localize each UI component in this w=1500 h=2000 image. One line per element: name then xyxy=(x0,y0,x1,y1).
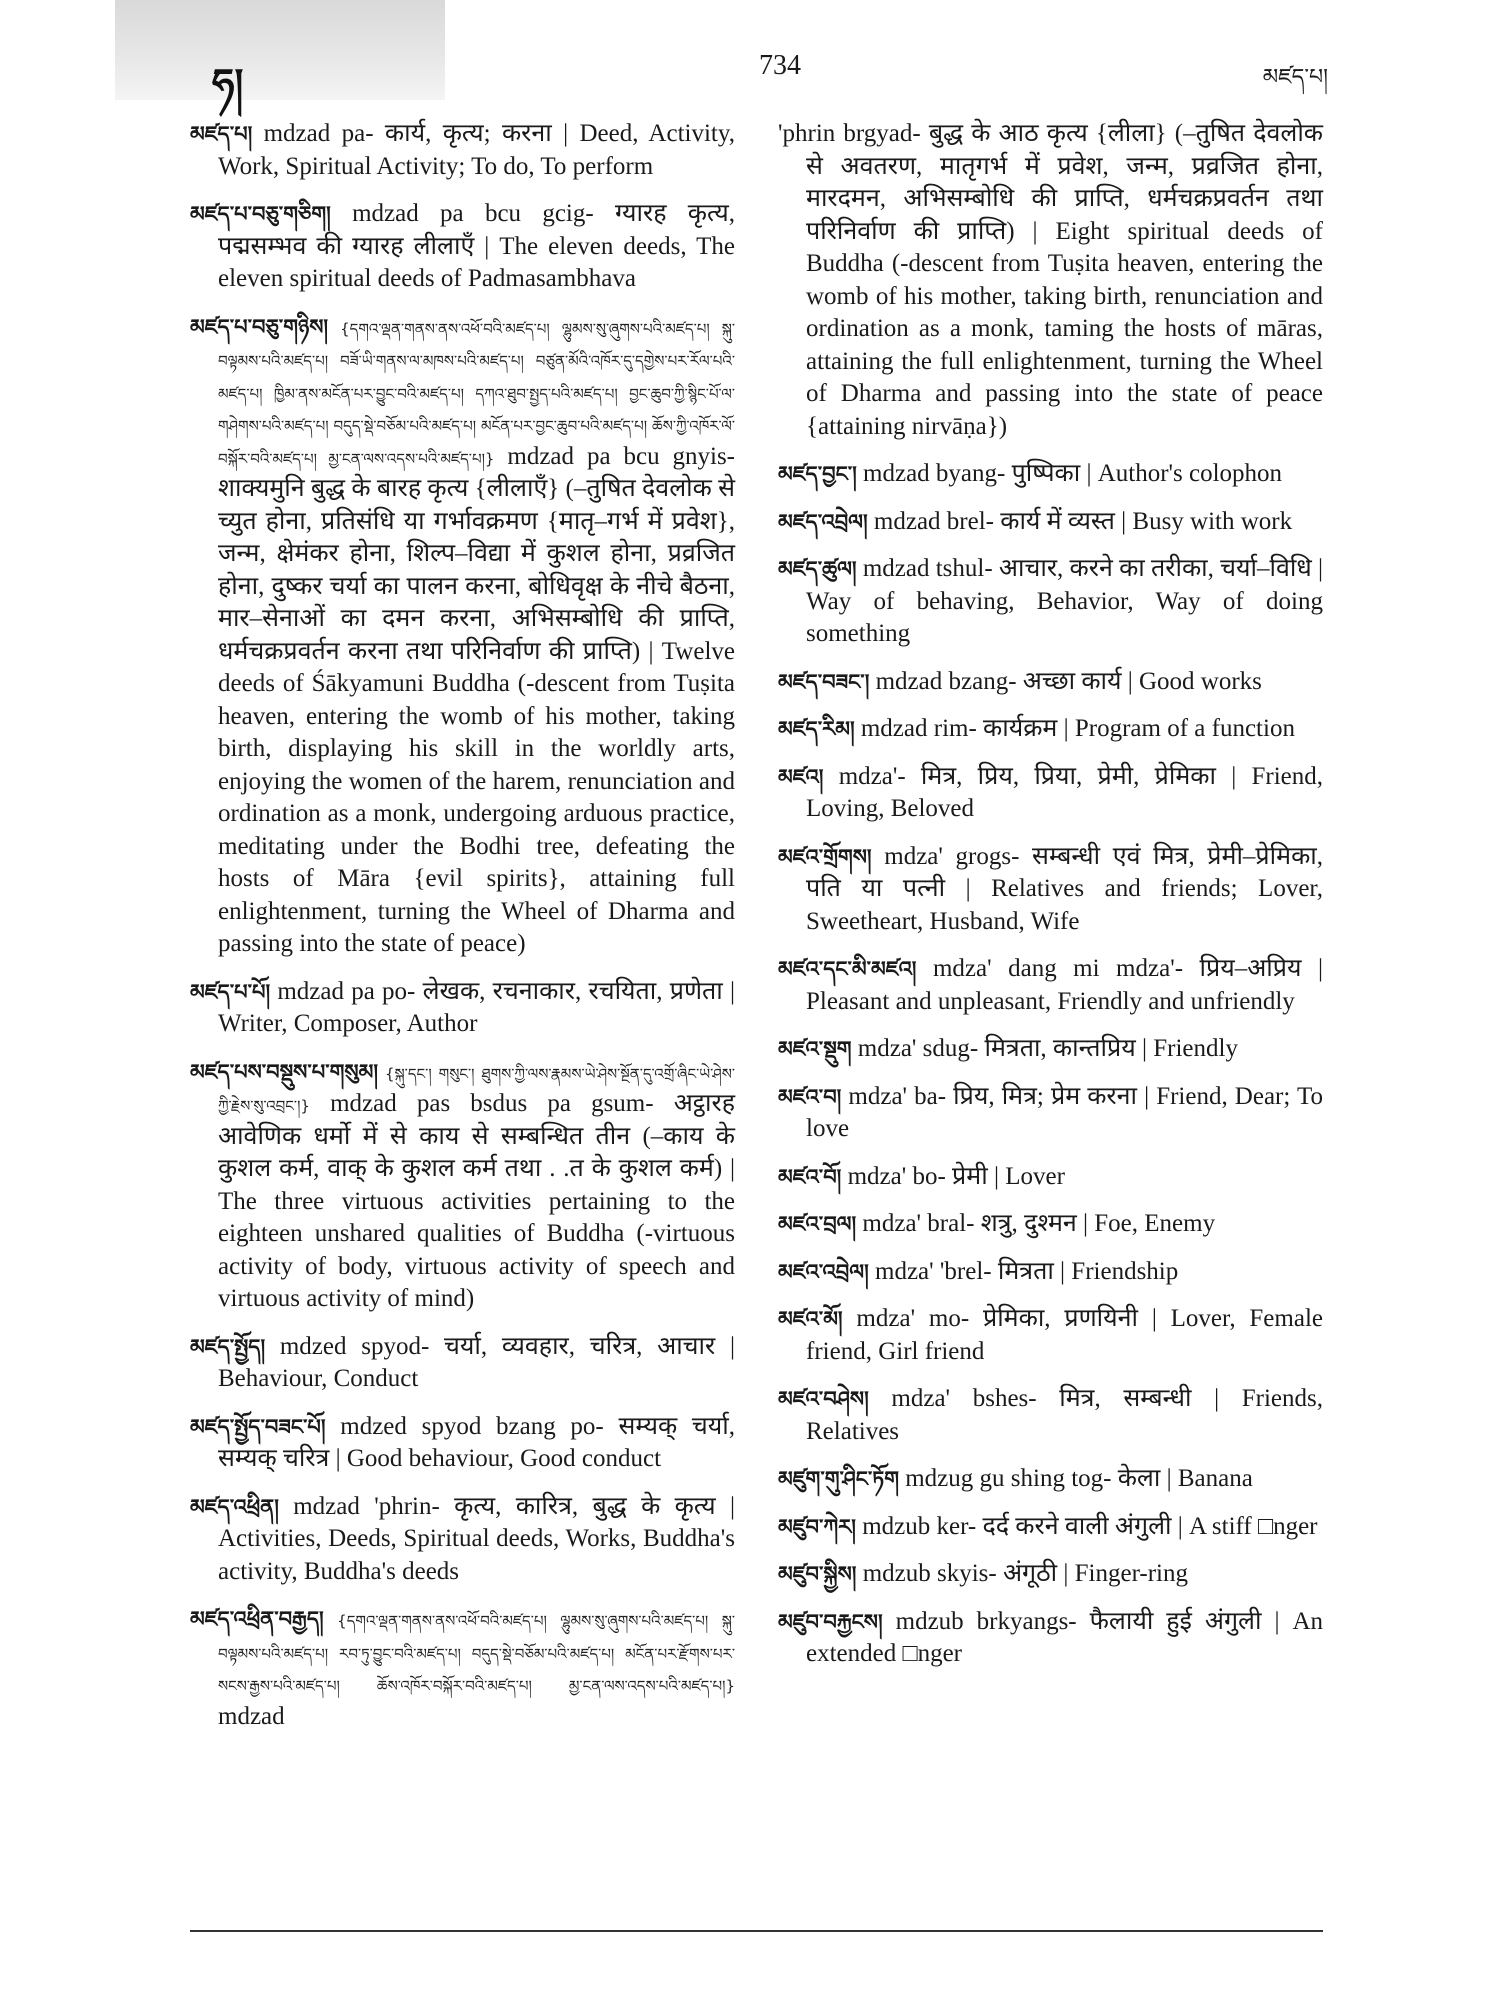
headword: མཛད་འཕྲིན། xyxy=(190,1494,279,1519)
dictionary-entry xyxy=(190,1491,735,1589)
headword: མཛུབ་བརྐྱངས། xyxy=(778,1609,883,1634)
headword: མཛད་པ་བཅུ་གཅིག། xyxy=(190,202,331,226)
definition: mdzad pa bcu gcig- ग्यारह कृत्य, पद्मसम्भव की ग्यारह लीलाएँ | The eleven deeds, The eleven spiritual deeds of Padmasambhava xyxy=(218,200,735,292)
tibetan-gloss: {དགའ་ལྡན་གནས་ནས་འཕོ་བའི་མཛད་པ། ལྷུམས་སུ་ཞུགས་པའི་མཛད་པ། སྐུ་བལྟམས་པའི་མཛད་པ། བཟོ་ཡི་གནས་ལ་མཁས་པའི་མཛད་པ། བཙུན་མོའི་འཁོར་དུ་དགྱེས་པར་རོལ་པའི་མཛད་པ། ཁྱིམ་ནས་མངོན་པར་བྱུང་བའི་མཛད་པ། དཀའ་ཐུབ་སྤྱད་པའི་མཛད་པ། བྱང་ཆུབ་ཀྱི་སྙིང་པོ་ལ་གཤེགས་པའི་མཛད་པ། བདུད་སྡེ་བཅོམ་པའི་མཛད་པ། མངོན་པར་བྱང་ཆུབ་པའི་མཛད་པ། ཆོས་ཀྱི་འཁོར་ལོ་བསྐོར་བའི་མཛད་པ། མྱ་ངན་ལས་འདས་པའི་མཛད་པ།} xyxy=(218,319,735,468)
dictionary-entry xyxy=(778,1081,1323,1146)
headword: མཛད་བྱང་། xyxy=(778,462,857,486)
definition: mdzad bzang- अच्छा कार्य | Good works xyxy=(869,667,1262,695)
dictionary-entry xyxy=(190,1056,735,1316)
dictionary-entry xyxy=(190,118,735,183)
headword: མཛའ་སྡུག xyxy=(778,1037,852,1061)
headword: མཛད་བཟང་། xyxy=(778,669,870,694)
definition: mdza' 'brel- मित्रता | Friendship xyxy=(868,1257,1179,1285)
headword: མཛའ་བོ། xyxy=(778,1164,842,1189)
dictionary-entry xyxy=(778,1161,1323,1194)
headword: མཛད་ཚུལ། xyxy=(778,557,857,581)
definition: mdzub skyis- अंगूठी | Finger-ring xyxy=(856,1560,1189,1587)
dictionary-entry xyxy=(190,976,735,1041)
headword: མཛུབ་སྐྱིས། xyxy=(778,1562,857,1586)
dictionary-entry xyxy=(778,953,1323,1018)
definition: mdzad pa po- लेखक, रचनाकार, रचयिता, प्रणेता | Writer, Composer, Author xyxy=(218,977,735,1037)
definition: mdzed spyod bzang po- सम्यक् चर्या, सम्यक् चरित्र | Good behaviour, Good conduct xyxy=(218,1412,735,1472)
definition: mdzad pa- कार्य, कृत्य; करना | Deed, Activity, Work, Spiritual Activity; To do, To perform xyxy=(218,120,735,180)
headword: མཛད་སྤྱོད། xyxy=(190,1334,266,1359)
headword: མཛའ། xyxy=(778,764,824,789)
running-head: མཛད་པ། xyxy=(1262,65,1328,90)
dictionary-entry xyxy=(778,1558,1323,1591)
definition: mdza' dang mi mdza'- प्रिय–अप्रिय | Pleasant and unpleasant, Friendly and unfriendly xyxy=(806,955,1323,1015)
scan-shading xyxy=(115,0,445,100)
definition: mdzad pa bcu gnyis- शाक्यमुनि बुद्ध के बारह कृत्य {लीलाएँ} (–तुषित देवलोक से च्युत होना, प्रतिसंधि या गर्भावक्रमण {मातृ–गर्भ में प्रवेश}, जन्म, क्षेमंकर होना, शिल्प–विद्या में कुशल होना, प्रव्रजित होना, दुष्कर चर्या का पालन करना, बोधिवृक्ष के नीचे बैठना, मार–सेनाओं का दमन करना, अभिसम्बोधि की प्राप्ति, धर्मचक्रप्रवर्तन करना तथा परिनिर्वाण की प्राप्ति) | Twelve deeds of Śākyamuni Buddha (-descent from Tuṣita heaven, entering the womb of his mother, taking birth, displaying his skill in the worldly arts, enjoying the women of the harem, renunciation and ordination as a monk, undergoing arduous practice, meditating under the Bodhi tree, defeating the hosts of Māra {evil spirits}, attaining full enlightenment, turning the Wheel of Dharma and passing into the state of peace) xyxy=(218,442,735,957)
dictionary-entry xyxy=(778,1033,1323,1066)
headword: མཛད་པ། xyxy=(190,122,253,146)
dictionary-entry xyxy=(778,506,1323,539)
headword: མཛའ་འབྲེལ། xyxy=(778,1259,869,1284)
dictionary-entry xyxy=(190,198,735,296)
headword: མཛད་འབྲེལ། xyxy=(778,509,868,534)
dictionary-entry xyxy=(778,1256,1323,1289)
dictionary-entry xyxy=(190,1603,735,1733)
tibetan-gloss: {སྐུ་དང་། གསུང་། ཐུགས་ཀྱི་ལས་རྣམས་ཡེ་ཤེས་སྔོན་དུ་འགྲོ་ཞིང་ཡེ་ཤེས་ཀྱི་རྗེས་སུ་འབྲང་།} xyxy=(218,1064,735,1115)
dictionary-entry xyxy=(778,458,1323,491)
definition: mdzad tshul- आचार, करने का तरीका, चर्या–विधि | Way of behaving, Behavior, Way of doing something xyxy=(806,555,1323,647)
headword: མཛད་པས་བསྡུས་པ་གསུམ། xyxy=(190,1059,378,1084)
definition: mdzad rim- कार्यक्रम | Program of a function xyxy=(854,715,1295,742)
dictionary-entry xyxy=(778,553,1323,651)
page-number: 734 xyxy=(759,50,801,81)
headword: མཛད་པ་པོ། xyxy=(190,979,271,1004)
dictionary-entry xyxy=(778,761,1323,826)
definition: mdza' bshes- मित्र, सम्बन्धी | Friends, Relatives xyxy=(806,1385,1323,1445)
dictionary-entry xyxy=(778,1208,1323,1241)
definition: mdza' mo- प्रेमिका, प्रणयिनी | Lover, Female friend, Girl friend xyxy=(806,1305,1323,1365)
dictionary-entry xyxy=(778,713,1323,746)
definition: mdzad byang- पुष्पिका | Author's colophon xyxy=(856,460,1283,487)
definition: mdza' ba- प्रिय, मित्र; प्रेम करना | Friend, Dear; To love xyxy=(806,1082,1323,1142)
left-column xyxy=(190,118,735,1748)
definition: mdza' sdug- मित्रता, कान्तप्रिय | Friendly xyxy=(851,1035,1238,1062)
dictionary-entry xyxy=(778,841,1323,939)
headword: མཛུག་གུ་ཤིང་ཏོག xyxy=(778,1467,899,1491)
dictionary-entry xyxy=(190,311,735,961)
headword: མཛད་རིམ། xyxy=(778,717,855,741)
dictionary-entry xyxy=(778,118,1323,443)
definition: 'phrin brgyad- बुद्ध के आठ कृत्य {लीला} (–तुषित देवलोक से अवतरण, मातृगर्भ में प्रवेश, जन्म, प्रव्रजित होना, मारदमन, अभिसम्बोधि की प्राप्ति, धर्मचक्रप्रवर्तन तथा परिनिर्वाण की प्राप्ति) | Eight spiritual deeds of Buddha (-descent from Tuṣita heaven, entering the womb of his mother, taking birth, renunciation and ordination as a monk, taming the hosts of māras, attaining the full enlightenment, turning the Wheel of Dharma and passing into the state of peace {attaining nirvāṇa}) xyxy=(778,120,1323,440)
dictionary-entry xyxy=(778,666,1323,699)
definition: mdzug gu shing tog- केला | Banana xyxy=(898,1465,1253,1492)
headword: མཛའ་མོ། xyxy=(778,1307,843,1331)
headword: མཛའ་བཤེས། xyxy=(778,1387,869,1411)
dictionary-entry xyxy=(778,1463,1323,1496)
definition: mdzad brel- कार्य में व्यस्त | Busy with work xyxy=(867,507,1293,535)
definition: mdzub ker- दर्द करने वाली अंगुली | A stiff □nger xyxy=(855,1512,1318,1540)
dictionary-entry xyxy=(778,1511,1323,1544)
definition: mdzad xyxy=(218,1702,285,1730)
dictionary-entry xyxy=(778,1383,1323,1448)
definition: mdzed spyod- चर्या, व्यवहार, चरित्र, आचार | Behaviour, Conduct xyxy=(218,1332,735,1392)
dictionary-entry xyxy=(190,1331,735,1396)
headword: མཛད་འཕྲིན་བརྒྱད། xyxy=(190,1607,324,1631)
headword: མཛའ་གྲོགས། xyxy=(778,844,872,869)
definition: mdzad pas bsdus pa gsum- अट्ठारह आवेणिक धर्मो में से काय से सम्बन्धित तीन (–काय के कुशल कर्म, वाक् के कुशल कर्म तथा . .त के कुशल कर्म) | The three virtuous activities pertaining to the eighteen unshared qualities of Buddha (-virtuous activity of body, virtuous activity of speech and virtuous activity of mind) xyxy=(218,1090,735,1312)
definition: mdza'- मित्र, प्रिय, प्रिया, प्रेमी, प्रेमिका | Friend, Loving, Beloved xyxy=(806,762,1323,822)
headword: མཛའ་བ། xyxy=(778,1084,842,1109)
headword: མཛད་པ་བཅུ་གཉིས། xyxy=(190,314,329,339)
section-letter: ཧ། xyxy=(212,60,244,107)
headword: མཛད་སྤྱོད་བཟང་པོ། xyxy=(190,1414,326,1439)
definition: mdza' bral- शत्रु, दुश्मन | Foe, Enemy xyxy=(856,1210,1216,1237)
right-column xyxy=(778,118,1323,1686)
definition: mdza' grogs- सम्बन्धी एवं मित्र, प्रेमी–प्रेमिका, पति या पत्नी | Relatives and friends; Lover, Sweetheart, Husband, Wife xyxy=(806,842,1323,935)
headword: མཛུབ་ཀེར། xyxy=(778,1514,856,1539)
tibetan-gloss: {དགའ་ལྡན་གནས་ནས་འཕོ་བའི་མཛད་པ། ལྷུམས་སུ་ཞུགས་པའི་མཛད་པ། སྐུ་བལྟམས་པའི་མཛད་པ། རབ་ཏུ་བྱུང་བའི་མཛད་པ། བདུད་སྡེ་བཅོམ་པའི་མཛད་པ། མངོན་པར་རྫོགས་པར་སངས་རྒྱས་པའི་མཛད་པ། ཆོས་འཁོར་བསྐོར་བའི་མཛད་པ། མྱ་ངན་ལས་འདས་པའི་མཛད་པ།} xyxy=(218,1612,735,1695)
definition: mdza' bo- प्रेमी | Lover xyxy=(841,1162,1065,1190)
definition: mdzub brkyangs- फैलायी हुई अंगुली | An extended □nger xyxy=(806,1607,1323,1667)
headword: མཛའ་བྲལ། xyxy=(778,1212,857,1236)
bottom-rule xyxy=(190,1930,1323,1932)
dictionary-entry xyxy=(778,1303,1323,1368)
dictionary-entry xyxy=(190,1411,735,1476)
headword: མཛའ་དང་མི་མཛའ། xyxy=(778,957,917,981)
dictionary-entry xyxy=(778,1606,1323,1671)
definition: mdzad 'phrin- कृत्य, कारित्र, बुद्ध के कृत्य | Activities, Deeds, Spiritual deeds, Works, Buddha's activity, Buddha's deeds xyxy=(218,1492,735,1585)
